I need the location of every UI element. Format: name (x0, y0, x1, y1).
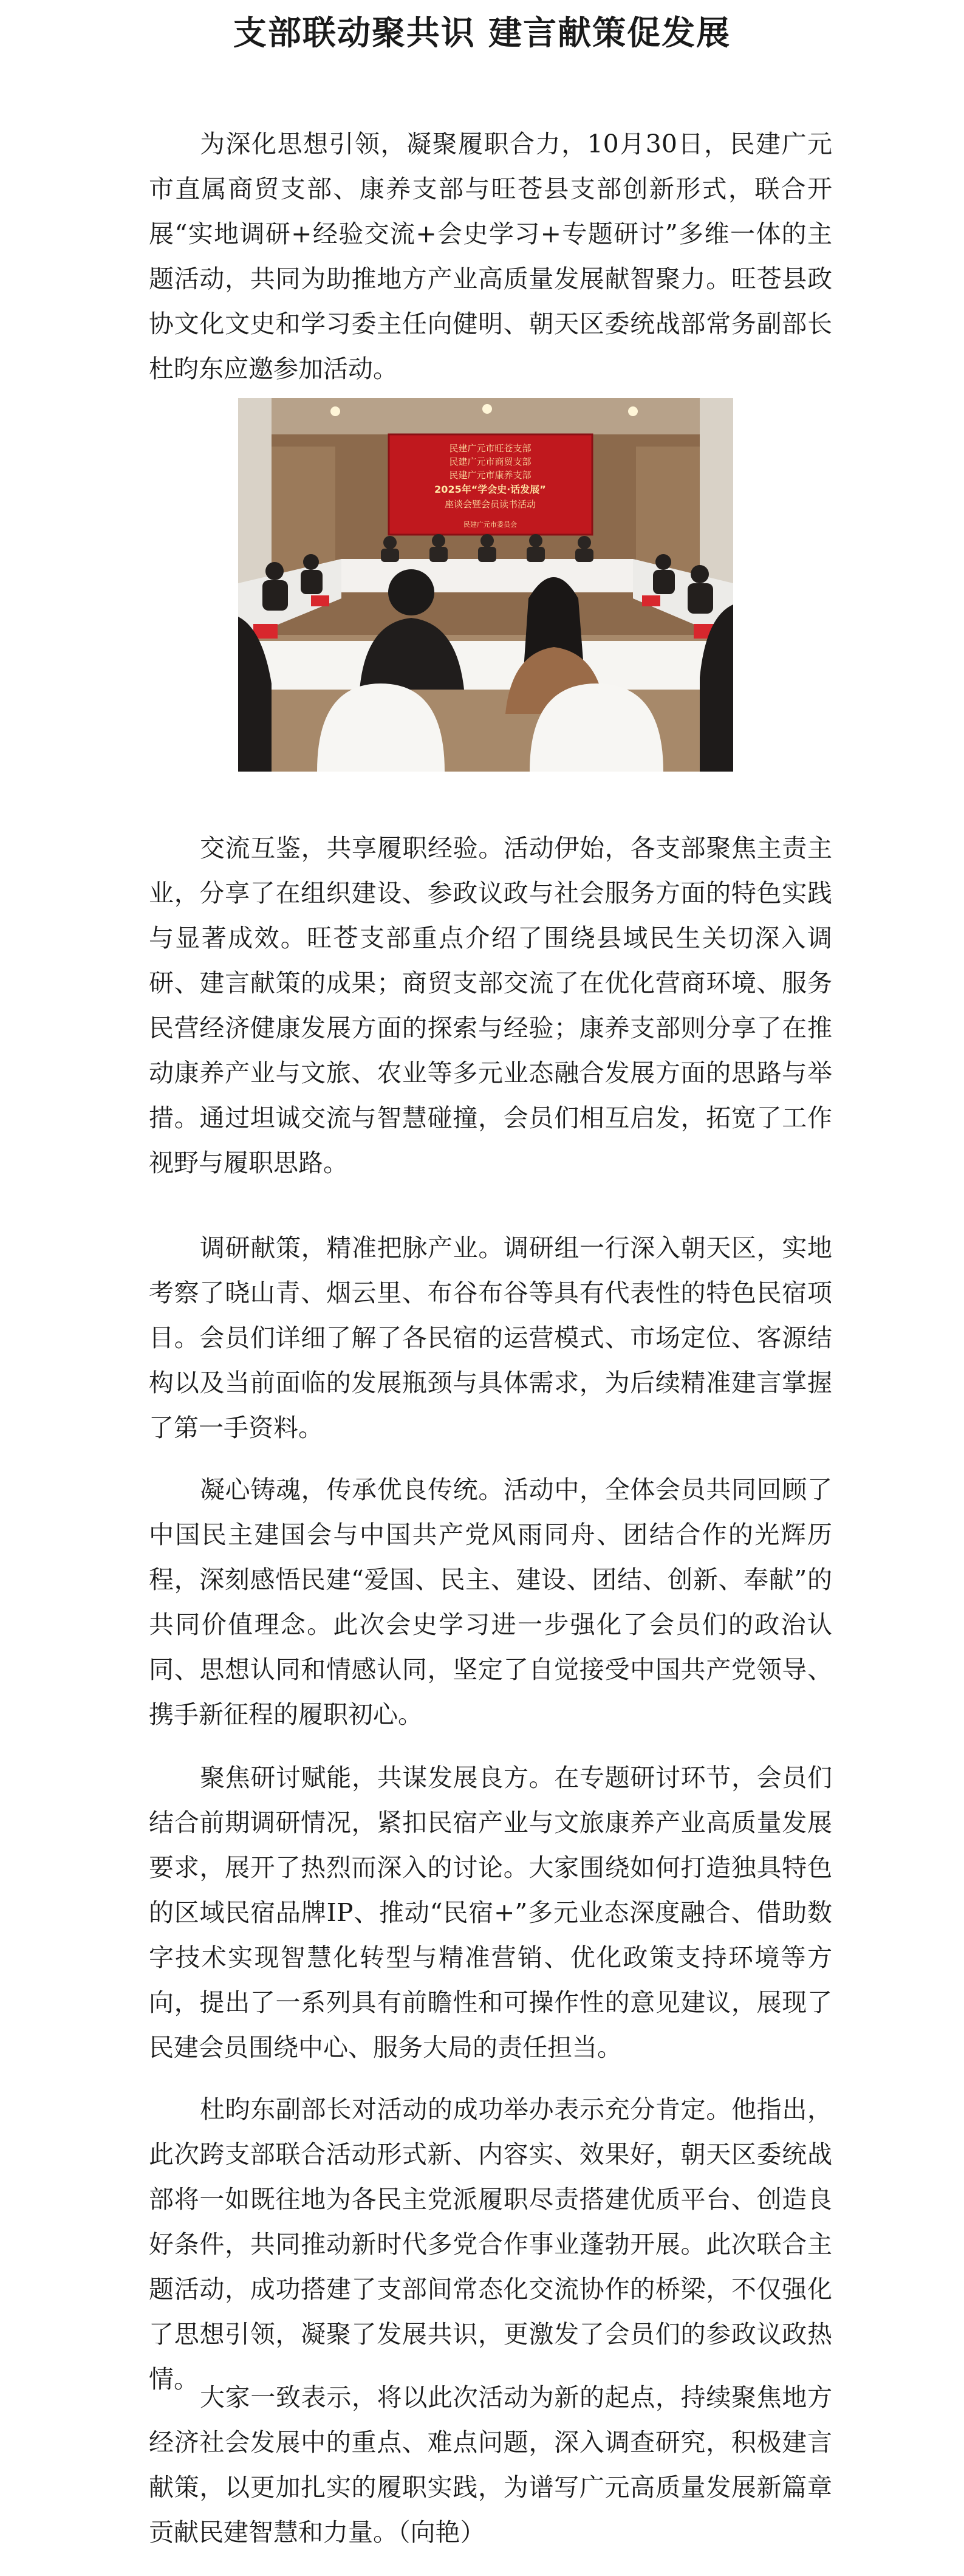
meeting-photo (238, 398, 733, 772)
banner-line: 民建广元市商贸支部 (449, 456, 532, 467)
paragraph-remarks: 杜昀东副部长对活动的成功举办表示充分肯定。他指出，此次跨支部联合活动形式新、内容实、效果好，朝天区委统战部将一如既往地为各民主党派履职尽责搭建优质平台、创造良好条件，共同推动新时代多党合作事业蓬勃开展。此次联合主题活动，成功搭建了支部间常态化交流协作的桥梁，不仅强化了思想引领，凝聚了发展共识，更激发了会员们的参政议政热情。 (149, 2095, 832, 2394)
paragraph-research: 调研献策，精准把脉产业。调研组一行深入朝天区，实地考察了晓山青、烟云里、布谷布谷等具有代表性的特色民宿项目。会员们详细了解了各民宿的运营模式、市场定位、客源结构以及当前面临的发展瓶颈与具体需求，为后续精准建言掌握了第一手资料。 (149, 1233, 832, 1442)
paragraph-history: 凝心铸魂，传承优良传统。活动中，全体会员共同回顾了中国民主建国会与中国共产党风雨同舟、团结合作的光辉历程，深刻感悟民建“爱国、民主、建设、团结、创新、奉献”的共同价值理念。此次会史学习进一步强化了会员们的政治认同、思想认同和情感认同，坚定了自觉接受中国共产党领导、携手新征程的履职初心。 (149, 1475, 832, 1729)
banner-line: 2025年“学会史·话发展” (434, 484, 546, 495)
banner-footer: 民建广元市委员会 (463, 521, 517, 529)
paragraph-seminar: 聚焦研讨赋能，共谋发展良方。在专题研讨环节，会员们结合前期调研情况，紧扣民宿产业与文旅康养产业高质量发展要求，展开了热烈而深入的讨论。大家围绕如何打造独具特色的区域民宿品牌IP、推动“民宿+”多元业态深度融合、借助数字技术实现智慧化转型与精准营销、优化政策支持环境等方向，提出了一系列具有前瞻性和可操作性的意见建议，展现了民建会员围绕中心、服务大局的责任担当。 (149, 1763, 832, 2062)
banner-line: 座谈会暨会员读书活动 (444, 499, 536, 510)
banner-line: 民建广元市康养支部 (449, 470, 532, 481)
meeting-photo-drawing (238, 398, 733, 772)
paragraph-intro: 为深化思想引领，凝聚履职合力，10月30日，民建广元市直属商贸支部、康养支部与旺苍县支部创新形式，联合开展“实地调研+经验交流+会史学习+专题研讨”多维一体的主题活动，共同为助推地方产业高质量发展献智聚力。旺苍县政协文化文史和学习委主任向健明、朝天区委统战部常务副部长杜昀东应邀参加活动。 (149, 129, 832, 383)
paragraph-conclusion: 大家一致表示，将以此次活动为新的起点，持续聚焦地方经济社会发展中的重点、难点问题，深入调查研究，积极建言献策，以更加扎实的履职实践，为谱写广元高质量发展新篇章贡献民建智慧和力量。（向艳） (149, 2383, 832, 2547)
banner-line: 民建广元市旺苍支部 (449, 443, 532, 454)
paragraph-exchange: 交流互鉴，共享履职经验。活动伊始，各支部聚焦主责主业，分享了在组织建设、参政议政与社会服务方面的特色实践与显著成效。旺苍支部重点介绍了围绕县域民生关切深入调研、建言献策的成果；商贸支部交流了在优化营商环境、服务民营经济健康发展方面的探索与经验；康养支部则分享了在推动康养产业与文旅、农业等多元业态融合发展方面的思路与举措。通过坦诚交流与智慧碰撞，会员们相互启发，拓宽了工作视野与履职思路。 (149, 834, 832, 1177)
article-title: 支部联动聚共识 建言献策促发展 (233, 13, 731, 52)
